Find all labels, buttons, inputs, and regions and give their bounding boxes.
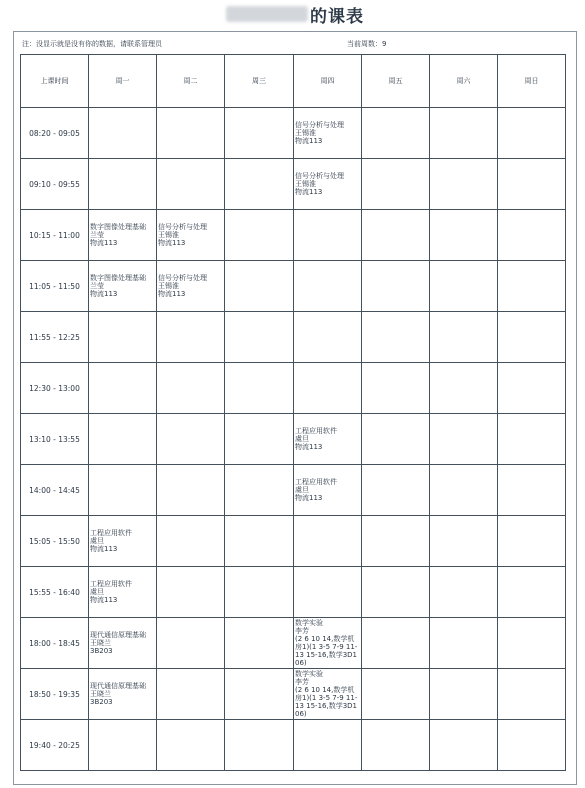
schedule-cell [430,516,498,567]
classroom: 3B203 [90,647,113,655]
classroom: 物流113 [90,545,118,553]
teacher-name: 虞旦 [295,435,309,443]
header-sun: 周日 [498,55,566,108]
schedule-cell [225,567,294,618]
schedule-cell [498,669,566,720]
schedule-cell [294,516,362,567]
classroom: (2 6 10 14,数学机房1)(1 3-5 7-9 11-13 15-16,数学3D106) [295,686,358,718]
schedule-cell [498,108,566,159]
schedule-cell[interactable] [294,618,362,669]
header-tue: 周二 [157,55,225,108]
schedule-cell [498,312,566,363]
course-name: 信号分析与处理 [158,274,207,282]
course-entry [89,274,156,298]
schedule-cell [225,465,294,516]
schedule-cell [430,363,498,414]
classroom: 物流113 [295,494,323,502]
schedule-cell [89,363,157,414]
classroom: 物流113 [90,239,118,247]
schedule-cell[interactable] [294,465,362,516]
teacher-name: 王晓兰 [90,639,111,647]
schedule-cell [294,720,362,771]
course-name: 数字图像处理基础 [90,223,146,231]
schedule-cell [362,363,430,414]
table-row [21,414,566,465]
course-entry [89,529,156,553]
table-row [21,312,566,363]
schedule-cell [362,312,430,363]
header-wed: 周三 [225,55,294,108]
current-week: 当前周数：9 [347,40,387,48]
schedule-cell [430,465,498,516]
course-entry [294,427,361,451]
schedule-cell[interactable] [89,618,157,669]
course-name: 工程应用软件 [295,478,337,486]
schedule-cell [362,618,430,669]
schedule-cell [498,465,566,516]
table-row [21,210,566,261]
schedule-cell [362,159,430,210]
course-entry [89,580,156,604]
schedule-cell [225,108,294,159]
time-slot: 15:55 - 16:40 [21,567,89,618]
teacher-name: 王锡淮 [295,180,316,188]
course-name: 现代通信原理基础 [90,682,146,690]
schedule-cell [225,669,294,720]
course-name: 信号分析与处理 [295,121,344,129]
page-title: 的课表 [310,7,364,27]
course-entry [157,274,224,298]
classroom: 物流113 [90,596,118,604]
schedule-cell[interactable] [89,261,157,312]
schedule-cell [294,363,362,414]
header-thu: 周四 [294,55,362,108]
schedule-cell [430,720,498,771]
schedule-cell [430,108,498,159]
schedule-cell [498,516,566,567]
schedule-cell [225,312,294,363]
schedule-cell [157,312,225,363]
course-name: 信号分析与处理 [295,172,344,180]
time-slot: 13:10 - 13:55 [21,414,89,465]
schedule-cell[interactable] [89,516,157,567]
table-row [21,618,566,669]
table-row [21,108,566,159]
timetable-body [21,108,566,771]
schedule-cell [498,567,566,618]
header-time: 上课时间 [21,55,89,108]
time-slot: 14:00 - 14:45 [21,465,89,516]
teacher-name: 王锡淮 [158,282,179,290]
course-entry [157,223,224,247]
schedule-cell[interactable] [294,414,362,465]
teacher-name: 李芳 [295,678,309,686]
header-fri: 周五 [362,55,430,108]
course-name: 数学实验 [295,619,323,627]
teacher-name: 虞旦 [90,537,104,545]
schedule-cell [362,261,430,312]
time-slot: 10:15 - 11:00 [21,210,89,261]
schedule-cell [362,108,430,159]
time-slot: 11:05 - 11:50 [21,261,89,312]
time-slot: 18:50 - 19:35 [21,669,89,720]
schedule-cell [89,159,157,210]
course-entry [294,121,361,145]
schedule-cell [498,261,566,312]
course-name: 数学实验 [295,670,323,678]
course-entry [89,631,156,655]
table-row [21,720,566,771]
course-name: 工程应用软件 [90,529,132,537]
schedule-cell [157,669,225,720]
schedule-cell [294,210,362,261]
schedule-cell [89,108,157,159]
schedule-cell [430,312,498,363]
schedule-cell[interactable] [294,669,362,720]
table-row [21,465,566,516]
schedule-cell [362,567,430,618]
schedule-cell [225,261,294,312]
time-slot: 15:05 - 15:50 [21,516,89,567]
time-slot: 18:00 - 18:45 [21,618,89,669]
schedule-cell [225,414,294,465]
schedule-cell [157,567,225,618]
notice-text: 注：没显示就是没有你的数据，请联系管理员 [22,40,162,48]
teacher-name: 王晓兰 [90,690,111,698]
table-row [21,567,566,618]
schedule-cell [225,363,294,414]
course-name: 现代通信原理基础 [90,631,146,639]
schedule-cell [498,618,566,669]
time-slot: 12:30 - 13:00 [21,363,89,414]
table-row [21,363,566,414]
course-entry [89,682,156,706]
classroom: 物流113 [158,290,186,298]
course-name: 信号分析与处理 [158,223,207,231]
schedule-cell [362,465,430,516]
schedule-cell[interactable] [89,669,157,720]
schedule-cell [157,363,225,414]
header-sat: 周六 [430,55,498,108]
schedule-cell [225,618,294,669]
time-slot: 08:20 - 09:05 [21,108,89,159]
schedule-cell[interactable] [294,159,362,210]
schedule-cell[interactable] [294,108,362,159]
schedule-cell [225,210,294,261]
schedule-cell [430,210,498,261]
classroom: 物流113 [295,188,323,196]
teacher-name: 王锡淮 [158,231,179,239]
schedule-cell[interactable] [157,210,225,261]
teacher-name: 李芳 [295,627,309,635]
course-entry [294,619,361,667]
course-name: 工程应用软件 [90,580,132,588]
timetable-panel [13,31,577,785]
schedule-cell [157,465,225,516]
schedule-cell [498,159,566,210]
course-entry [89,223,156,247]
schedule-cell [498,414,566,465]
classroom: 物流113 [158,239,186,247]
schedule-cell [89,720,157,771]
header-mon: 周一 [89,55,157,108]
schedule-cell [430,159,498,210]
schedule-cell [498,720,566,771]
table-row [21,516,566,567]
teacher-name: 兰莹 [90,282,104,290]
schedule-cell[interactable] [157,261,225,312]
schedule-cell [362,414,430,465]
schedule-cell [89,312,157,363]
classroom: 物流113 [295,137,323,145]
schedule-cell [294,567,362,618]
schedule-cell [430,567,498,618]
schedule-cell [89,414,157,465]
schedule-cell [225,159,294,210]
schedule-cell [294,261,362,312]
schedule-cell [430,261,498,312]
header-row [21,55,566,108]
schedule-cell [362,516,430,567]
schedule-cell [498,363,566,414]
time-slot: 19:40 - 20:25 [21,720,89,771]
schedule-cell [430,669,498,720]
course-name: 工程应用软件 [295,427,337,435]
classroom: 物流113 [295,443,323,451]
timetable [20,54,566,771]
schedule-cell [362,210,430,261]
teacher-name: 王锡淮 [295,129,316,137]
classroom: 3B203 [90,698,113,706]
page-header [0,0,585,28]
schedule-cell[interactable] [89,210,157,261]
schedule-cell [430,414,498,465]
schedule-cell [362,720,430,771]
schedule-cell [362,669,430,720]
table-row [21,669,566,720]
schedule-cell [157,414,225,465]
classroom: 物流113 [90,290,118,298]
redacted-name [226,6,308,22]
schedule-cell [89,465,157,516]
teacher-name: 虞旦 [90,588,104,596]
course-entry [294,478,361,502]
schedule-cell[interactable] [89,567,157,618]
time-slot: 11:55 - 12:25 [21,312,89,363]
course-entry [294,670,361,718]
time-slot: 09:10 - 09:55 [21,159,89,210]
schedule-cell [157,618,225,669]
schedule-cell [225,516,294,567]
schedule-cell [157,720,225,771]
schedule-cell [157,108,225,159]
schedule-cell [498,210,566,261]
classroom: (2 6 10 14,数学机房1)(1 3-5 7-9 11-13 15-16,数学3D106) [295,635,358,667]
course-entry [294,172,361,196]
table-row [21,261,566,312]
schedule-cell [225,720,294,771]
teacher-name: 兰莹 [90,231,104,239]
schedule-cell [157,159,225,210]
table-row [21,159,566,210]
schedule-cell [157,516,225,567]
schedule-cell [430,618,498,669]
course-name: 数字图像处理基础 [90,274,146,282]
schedule-cell [294,312,362,363]
teacher-name: 虞旦 [295,486,309,494]
